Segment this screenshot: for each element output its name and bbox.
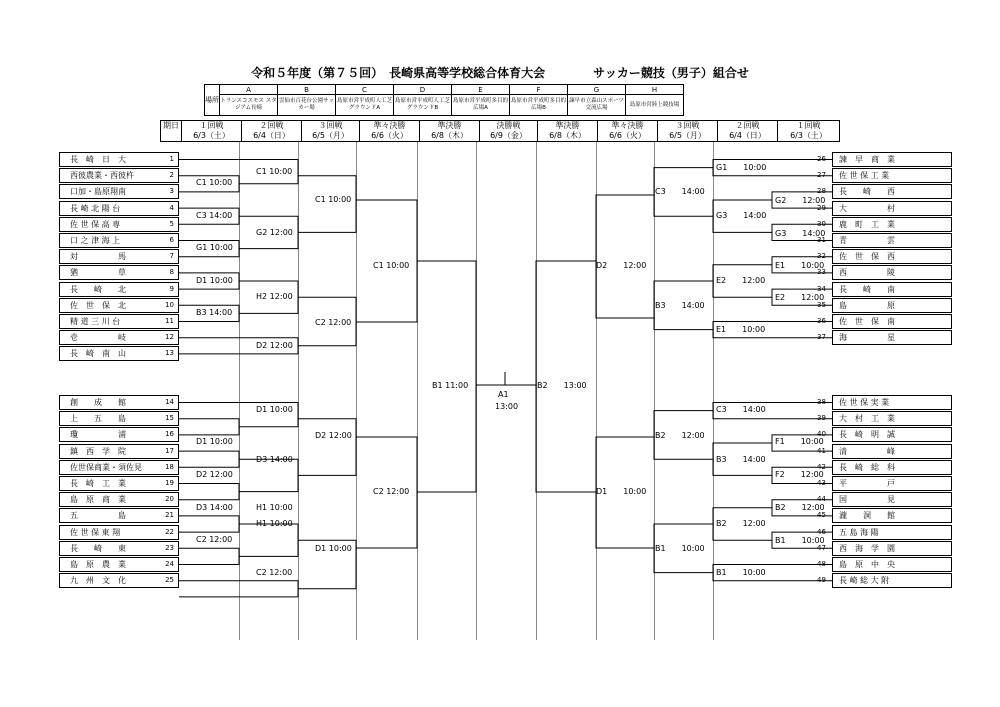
match-label: E1 10:00 (775, 261, 825, 270)
bracket-line (179, 581, 298, 597)
bracket-line (179, 273, 239, 289)
venue-name: 島原市営平成町人工芝グラウンドB (394, 95, 452, 116)
match-label: A1 (498, 390, 509, 399)
team-name: 諫 早 商 業 (839, 155, 895, 164)
match-label: C1 10:00 (256, 167, 293, 176)
venue-label: 場所 (205, 85, 220, 116)
team-number: 7 (169, 252, 174, 261)
team-name: 佐 世 保 高 専 (70, 219, 121, 229)
team-name: 長 崎 工 業 (70, 479, 126, 488)
match-label: E2 12:00 (716, 276, 766, 285)
venue-code: H (626, 85, 684, 95)
venue-code: F (510, 85, 568, 95)
team-name: 島 原 農 業 (70, 560, 126, 569)
bracket-line (713, 200, 772, 232)
match-label: E1 10:00 (716, 325, 766, 334)
team-number: 39 (817, 414, 826, 423)
bracket-line (356, 200, 417, 322)
round-label: 準々決勝 (611, 121, 644, 130)
round-label: 決勝戦 (496, 121, 521, 130)
team-name: 長 崎 明 誠 (839, 430, 895, 440)
match-label: F1 10:00 (775, 437, 824, 446)
bracket-line (239, 281, 298, 313)
match-label: B2 12:00 (775, 503, 825, 512)
bracket-line (654, 168, 713, 217)
team-name: 佐 世 保 北 (70, 300, 126, 310)
round-label: ２回戦 (259, 121, 284, 130)
team-name: 国 見 (839, 495, 895, 505)
match-label: 13:00 (495, 402, 519, 411)
round-date: 6/6（火） (371, 131, 408, 140)
match-label: B1 10:00 (716, 568, 766, 577)
round-date: 6/6（火） (609, 131, 646, 140)
team-number: 21 (165, 511, 174, 520)
team-number: 13 (165, 349, 174, 358)
match-label: G1 10:00 (196, 243, 233, 252)
round-date: 6/4（日） (729, 131, 766, 140)
match-label: C2 12:00 (373, 487, 410, 496)
bracket-line (772, 532, 832, 548)
team-number: 29 (817, 203, 826, 212)
match-label: D2 12:00 (596, 261, 647, 270)
match-label: D2 12:00 (315, 431, 352, 440)
team-number: 6 (169, 236, 174, 244)
team-number: 22 (165, 527, 174, 536)
team-number: 23 (165, 543, 174, 552)
bracket-line (772, 192, 832, 208)
bracket-line (179, 548, 239, 564)
bracket-line (179, 338, 298, 354)
bracket-line (417, 385, 476, 492)
venue-code: A (220, 85, 278, 95)
team-name: 鎮 西 学 院 (70, 446, 126, 456)
round-label: １回戦 (796, 121, 821, 130)
match-label: H1 10:00 (256, 519, 293, 528)
bracket-line (654, 281, 713, 330)
team-number: 8 (169, 268, 174, 277)
venue-name: 島原市営平成町人工芝グラウンドA (336, 95, 394, 116)
team-number: 37 (817, 333, 826, 342)
team-number: 45 (817, 511, 826, 520)
team-name: 瓊 浦 (70, 430, 126, 440)
team-number: 2 (169, 171, 174, 180)
team-name: 長 崎 北 陽 台 (70, 203, 121, 213)
team-number: 11 (165, 317, 174, 325)
page-title: 令和５年度（第７５回） 長崎県高等学校総合体育大会 サッカー競技（男子）組合せ (251, 66, 749, 80)
match-label: B1 10:00 (775, 536, 825, 545)
bracket-line (713, 443, 772, 475)
team-number: 19 (165, 479, 174, 487)
match-label: B3 14:00 (716, 455, 766, 464)
bracket-line (417, 261, 505, 385)
team-name: 長 崎 南 (839, 284, 895, 294)
match-label: C2 12:00 (196, 535, 233, 544)
team-name: 九 州 文 化 (70, 576, 126, 586)
round-label: 準決勝 (555, 121, 580, 130)
match-label: G1 10:00 (716, 163, 767, 172)
team-name: 島 原 中 央 (839, 560, 895, 569)
team-number: 24 (165, 560, 174, 568)
bracket-line (179, 176, 239, 192)
bracket-line (179, 241, 239, 257)
match-label: C2 12:00 (315, 318, 352, 327)
team-name: 佐 世 保 工 業 (839, 171, 890, 181)
round-label: 準決勝 (437, 121, 462, 130)
team-number: 25 (165, 576, 174, 585)
team-number: 38 (817, 398, 826, 406)
bracket-line (713, 322, 832, 338)
bracket-line (179, 516, 239, 532)
match-label: D1 10:00 (196, 276, 233, 285)
match-label: C1 10:00 (315, 195, 352, 204)
team-name: 精 道 三 川 台 (70, 317, 121, 326)
team-name: 瀧 洞 館 (839, 511, 895, 521)
bracket-line (239, 216, 298, 248)
team-name: 大 村 (839, 203, 895, 213)
round-date: 6/3（土） (193, 131, 230, 140)
venue-name: トランスコスモス スタジアム長崎 (220, 95, 278, 116)
team-name: 清 峰 (839, 446, 895, 456)
team-name: 五 島 (70, 511, 126, 521)
bracket-line (536, 385, 596, 492)
team-number: 40 (817, 430, 826, 439)
match-label: C3 14:00 (716, 405, 766, 414)
bracket-line (713, 265, 772, 297)
match-label: B1 11:00 (432, 381, 469, 390)
bracket-line (179, 419, 239, 435)
team-name: 島 原 (839, 300, 895, 310)
bracket-line (179, 451, 239, 467)
match-label: F2 12:00 (775, 470, 824, 479)
team-name: 五 島 海 陽 (839, 527, 879, 537)
bracket-line (772, 224, 832, 240)
team-number: 4 (169, 203, 174, 212)
round-date: 6/4（日） (253, 131, 290, 140)
team-number: 12 (165, 333, 174, 342)
match-label: C2 12:00 (256, 568, 293, 577)
match-label: C1 10:00 (373, 261, 410, 270)
match-label: D1 10:00 (196, 437, 233, 446)
team-name: 島 原 商 業 (70, 495, 126, 505)
team-name: 長 崎 総 大 附 (839, 576, 890, 586)
bracket-line (298, 419, 356, 476)
team-name: 長 崎 総 科 (839, 462, 895, 472)
venue-name: 諫早市立森山スポーツ交流広場 (568, 95, 626, 116)
team-name: 大 村 工 業 (839, 414, 895, 424)
team-number: 18 (165, 462, 174, 471)
team-name: 創 成 館 (70, 398, 126, 407)
venue-name: 島原市営平成町多目的広場B (510, 95, 568, 116)
match-label: D3 14:00 (196, 503, 233, 512)
venue-code: C (336, 85, 394, 95)
round-label: ２回戦 (735, 121, 760, 130)
round-label: ３回戦 (675, 121, 700, 130)
team-name: 佐 世 保 南 (839, 317, 895, 326)
round-label: 準々決勝 (373, 121, 406, 130)
match-label: H1 10:00 (256, 503, 293, 512)
team-name: 上 五 島 (70, 414, 126, 424)
round-date: 6/8（木） (431, 131, 468, 140)
bracket-line (713, 508, 772, 540)
match-label: E2 12:00 (775, 293, 825, 302)
team-number: 36 (817, 317, 826, 325)
team-number: 16 (165, 430, 174, 439)
team-number: 17 (165, 446, 174, 455)
team-number: 44 (817, 495, 826, 504)
venue-code: E (452, 85, 510, 95)
match-label: C3 14:00 (196, 211, 233, 220)
team-name: 長 崎 東 (70, 543, 126, 553)
team-name: 西 陵 (839, 268, 895, 278)
match-label: G2 12:00 (775, 196, 826, 205)
match-label: G3 14:00 (775, 229, 826, 238)
match-label: G3 14:00 (716, 211, 767, 220)
team-number: 46 (817, 527, 826, 536)
team-number: 35 (817, 300, 826, 309)
bracket-line (713, 403, 832, 419)
team-number: 5 (169, 219, 174, 228)
team-name: 佐世保商業・須佐見 (70, 462, 142, 472)
team-number: 31 (817, 236, 826, 244)
team-number: 41 (817, 446, 826, 455)
team-name: 口加・島原翔南 (70, 187, 126, 197)
team-number: 15 (165, 414, 174, 423)
match-label: H2 12:00 (256, 292, 293, 301)
team-number: 30 (817, 219, 826, 228)
bracket-line (298, 176, 356, 233)
bracket-line (713, 565, 832, 581)
team-name: 佐 世 保 西 (839, 252, 895, 262)
team-number: 26 (817, 155, 826, 163)
team-number: 1 (169, 155, 174, 163)
match-label: C3 14:00 (655, 187, 705, 196)
bracket-line (239, 524, 298, 556)
team-name: 海 星 (839, 333, 895, 343)
venue-code: B (278, 85, 336, 95)
team-number: 33 (817, 268, 826, 277)
match-label: B2 12:00 (655, 431, 705, 440)
venue-code: D (394, 85, 452, 95)
bracket-line (239, 459, 298, 491)
team-name: 西彼農業・西彼杵 (70, 171, 134, 181)
team-name: 青 雲 (839, 236, 895, 245)
team-name: 平 戸 (839, 479, 895, 488)
team-number: 27 (817, 171, 826, 180)
team-number: 28 (817, 187, 826, 196)
team-number: 10 (165, 300, 174, 309)
match-label: D1 10:00 (596, 487, 647, 496)
team-name: 対 馬 (70, 252, 126, 262)
bracket-line (772, 435, 832, 451)
bracket-line (713, 160, 832, 176)
bracket-line (298, 297, 356, 346)
team-number: 9 (169, 284, 174, 293)
round-date: 6/5（月） (669, 131, 706, 140)
bracket-line (179, 208, 239, 224)
team-name: 長 崎 北 (70, 284, 126, 294)
round-label: １回戦 (199, 121, 224, 130)
team-number: 20 (165, 495, 174, 504)
match-label: B3 14:00 (196, 308, 233, 317)
team-number: 32 (817, 252, 826, 261)
team-name: 長 崎 西 (839, 187, 895, 197)
team-number: 34 (817, 284, 826, 293)
round-date: 6/3（土） (790, 131, 827, 140)
match-label: B2 13:00 (537, 381, 587, 390)
bracket-line (596, 195, 654, 318)
team-name: 佐 世 保 東 翔 (70, 527, 121, 537)
bracket-line (505, 261, 596, 385)
match-label: D1 10:00 (315, 544, 352, 553)
round-date: 6/8（木） (549, 131, 586, 140)
match-label: D1 10:00 (256, 405, 293, 414)
match-label: D3 14:00 (256, 455, 293, 464)
bracket-line (654, 411, 713, 460)
team-number: 47 (817, 543, 826, 552)
team-number: 48 (817, 560, 826, 568)
team-number: 3 (169, 187, 174, 196)
match-label: D2 12:00 (196, 470, 233, 479)
bracket-line (772, 467, 832, 483)
bracket-line (179, 484, 239, 500)
team-number: 49 (817, 576, 826, 585)
team-name: 壱 岐 (70, 333, 126, 343)
bracket-line (179, 305, 239, 321)
team-number: 43 (817, 479, 826, 487)
round-date: 6/5（月） (312, 131, 349, 140)
team-name: 鹿 町 工 業 (839, 219, 895, 229)
bracket-line (298, 540, 356, 589)
venue-name: 島原市営平成町多目的広場A (452, 95, 510, 116)
team-number: 42 (817, 462, 826, 471)
team-name: 佐 世 保 実 業 (839, 398, 890, 407)
team-name: 長 崎 南 山 (70, 349, 126, 359)
match-label: B2 12:00 (716, 519, 766, 528)
team-name: 口 之 津 海 上 (70, 236, 121, 245)
match-label: B3 14:00 (655, 301, 705, 310)
venue-name: 島原市営陸上競技場 (626, 95, 684, 116)
bracket-line (772, 257, 832, 273)
bracket-line (356, 437, 417, 548)
round-label: 期日 (163, 121, 179, 130)
match-label: D2 12:00 (256, 341, 293, 350)
bracket-line (772, 500, 832, 516)
match-label: C1 10:00 (196, 178, 233, 187)
match-label: B1 10:00 (655, 544, 705, 553)
round-date: 6/9（金） (490, 131, 527, 140)
round-label: ３回戦 (318, 121, 343, 130)
bracket-line (654, 524, 713, 573)
bracket-line (772, 289, 832, 305)
team-name: 長 崎 日 大 (70, 155, 126, 164)
venue-name: 雲仙市百花台公園サッカー場 (278, 95, 336, 116)
team-name: 西 海 学 園 (839, 543, 895, 553)
match-label: G2 12:00 (256, 228, 293, 237)
venue-code: G (568, 85, 626, 95)
team-number: 14 (165, 398, 174, 406)
bracket-line (596, 437, 654, 548)
team-name: 猶 草 (70, 268, 126, 278)
